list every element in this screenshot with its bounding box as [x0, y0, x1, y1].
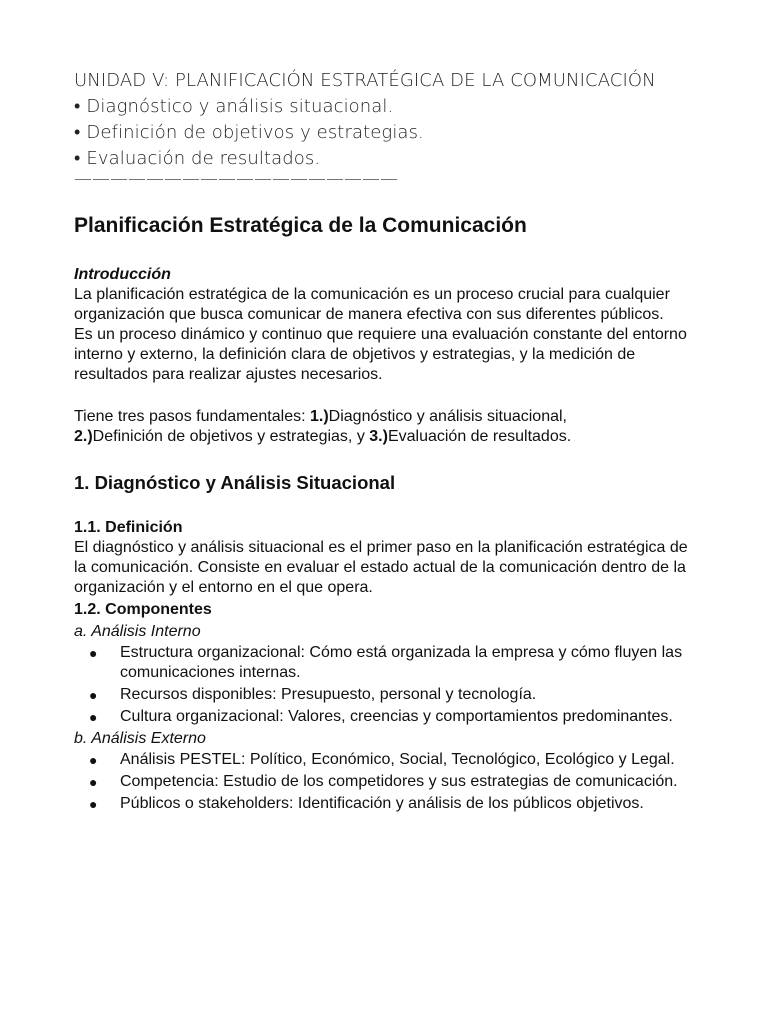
steps-paragraph: Tiene tres pasos fundamentales: 1.)Diagnóstico y análisis situacional, 2.)Definición de objetivos y estrategias, y 3.)Evaluación de resultados. [74, 408, 572, 445]
intro-paragraph: La planificación estratégica de la comunicación es un proceso crucial para cualquier organización que busca comunicar de manera efectiva con sus diferentes públicos. [74, 286, 670, 323]
external-analysis-label: b. Análisis Externo [74, 730, 206, 747]
bullet-dot-icon: ● [89, 645, 98, 661]
bullet-dot-icon: ● [89, 752, 98, 768]
unit-bullet: • Evaluación de resultados. [74, 148, 321, 169]
document-body [74, 213, 704, 814]
bullet-dot-icon: ● [89, 774, 98, 790]
unit-header [74, 68, 704, 188]
list-item: ● Competencia: Estudio de los competidores y sus estrategias de comunicación. [89, 773, 678, 790]
unit-bullet: • Diagnóstico y análisis situacional. [74, 96, 394, 117]
bullet-dot-icon: ● [89, 709, 98, 725]
intro-heading: Introducción [74, 266, 171, 283]
bullet-dot-icon: • [74, 122, 81, 143]
unit-bullet: • Definición de objetivos y estrategias. [74, 122, 424, 143]
intro-paragraph: Es un proceso dinámico y continuo que requiere una evaluación constante del entorno interno y externo, la definición clara de objetivos y estrategias, y la medición de resultados para realizar ajustes necesarios. [74, 326, 687, 383]
bullet-dot-icon: • [74, 148, 81, 169]
unit-title: UNIDAD V: PLANIFICACIÓN ESTRATÉGICA DE LA COMUNICACIÓN [74, 70, 656, 91]
list-item: ● Análisis PESTEL: Político, Económico, Social, Tecnológico, Ecológico y Legal. [89, 751, 675, 768]
document-page [74, 68, 704, 816]
bullet-dot-icon: ● [89, 796, 98, 812]
list-item: ● Cultura organizacional: Valores, creencias y comportamientos predominantes. [89, 708, 673, 725]
internal-analysis-label: a. Análisis Interno [74, 623, 201, 640]
external-analysis-list [74, 750, 704, 814]
divider-line: —————————————————— [74, 168, 398, 189]
components-heading: 1.2. Componentes [74, 601, 212, 618]
section-heading: 1. Diagnóstico y Análisis Situacional [74, 472, 396, 493]
list-item: ● Públicos o stakeholders: Identificación y análisis de los públicos objetivos. [89, 795, 644, 812]
list-item: ● Estructura organizacional: Cómo está organizada la empresa y cómo fluyen las comunicaciones internas. [89, 644, 683, 681]
definition-paragraph: El diagnóstico y análisis situacional es el primer paso en la planificación estratégica de la comunicación. Consiste en evaluar el estado actual de la comunicación dentro de la organización y el entorno en el que opera. [74, 539, 688, 596]
unit-bullet-list [74, 94, 704, 172]
internal-analysis-list [74, 643, 704, 727]
bullet-dot-icon: ● [89, 687, 98, 703]
document-title: Planificación Estratégica de la Comunicación [74, 214, 527, 237]
bullet-dot-icon: • [74, 96, 81, 117]
list-item: ● Recursos disponibles: Presupuesto, personal y tecnología. [89, 686, 537, 703]
definition-heading: 1.1. Definición [74, 519, 183, 536]
